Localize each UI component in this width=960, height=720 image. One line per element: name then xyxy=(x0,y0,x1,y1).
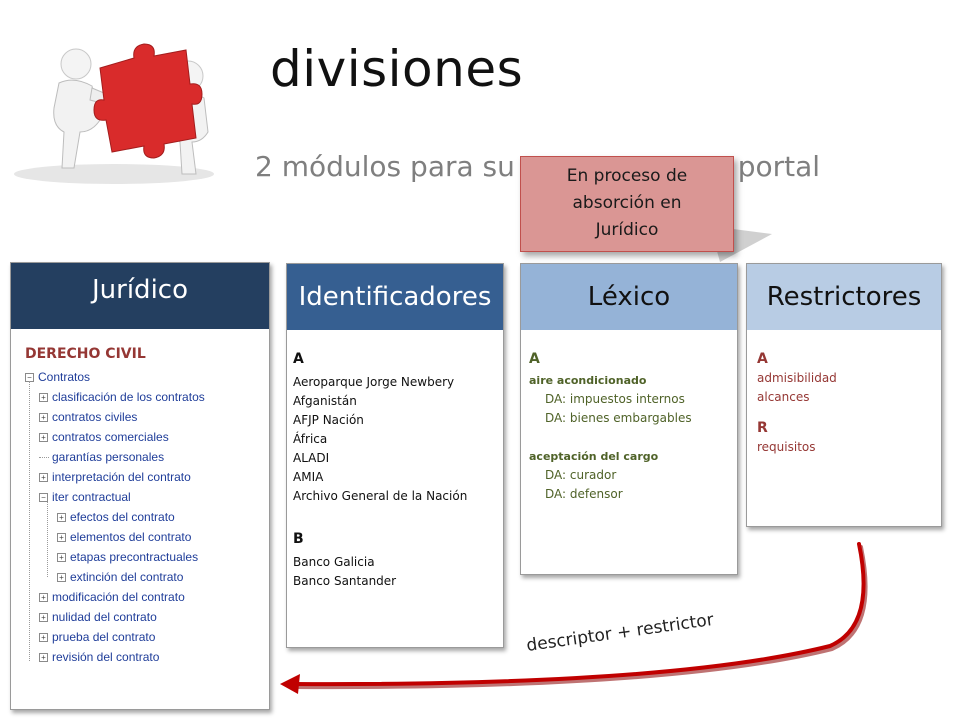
restrictores-header: Restrictores xyxy=(747,264,941,330)
list-item[interactable]: Afganistán xyxy=(293,394,357,408)
lexico-term[interactable]: aceptación del cargo xyxy=(529,450,659,463)
tree-label[interactable]: clasificación de los contratos xyxy=(52,390,205,404)
tree-item[interactable] xyxy=(39,449,164,465)
curved-arrow xyxy=(270,536,880,706)
tree-item[interactable] xyxy=(57,549,198,565)
expand-icon[interactable]: + xyxy=(39,613,48,622)
expand-icon[interactable]: + xyxy=(57,533,66,542)
group-letter: A xyxy=(757,351,768,367)
tree-label[interactable]: garantías personales xyxy=(52,450,165,464)
juridico-header: Jurídico xyxy=(11,263,269,329)
identificadores-header: Identificadores xyxy=(287,264,503,330)
tree-guide-line xyxy=(47,501,48,577)
list-item[interactable]: alcances xyxy=(757,390,810,404)
tree-label[interactable]: revisión del contrato xyxy=(52,650,160,664)
callout-line: Jurídico xyxy=(595,220,659,240)
tree-label[interactable]: iter contractual xyxy=(52,490,131,504)
expand-icon[interactable]: + xyxy=(39,653,48,662)
section-label: DERECHO CIVIL xyxy=(25,346,146,362)
absorption-callout xyxy=(520,156,734,252)
list-item[interactable]: admisibilidad xyxy=(757,371,837,385)
group-letter: A xyxy=(293,351,304,367)
expand-icon[interactable]: + xyxy=(57,513,66,522)
list-item[interactable]: AMIA xyxy=(293,470,324,484)
subtitle-end: portal xyxy=(737,150,821,183)
callout-line: En proceso de xyxy=(566,166,688,186)
list-item[interactable]: Banco Santander xyxy=(293,574,397,588)
subtitle-start: 2 módulos para su xyxy=(255,150,515,183)
tree-label[interactable]: contratos comerciales xyxy=(52,430,169,444)
tree-label[interactable]: nulidad del contrato xyxy=(52,610,157,624)
tree-item[interactable] xyxy=(39,489,131,505)
list-item[interactable]: Banco Galicia xyxy=(293,555,375,569)
lexico-descriptor[interactable]: DA: bienes embargables xyxy=(545,411,692,425)
lexico-descriptor[interactable]: DA: impuestos internos xyxy=(545,392,685,406)
collapse-icon[interactable]: − xyxy=(39,493,48,502)
lexico-descriptor[interactable]: DA: curador xyxy=(545,468,617,482)
tree-item[interactable] xyxy=(39,469,191,485)
tree-label[interactable]: extinción del contrato xyxy=(70,570,184,584)
group-letter: B xyxy=(293,531,304,547)
lexico-descriptor[interactable]: DA: defensor xyxy=(545,487,623,501)
contracts-tree xyxy=(25,369,265,699)
restrictores-column xyxy=(746,263,942,527)
expand-icon[interactable]: + xyxy=(39,593,48,602)
tree-label[interactable]: interpretación del contrato xyxy=(52,470,191,484)
tree-label[interactable]: efectos del contrato xyxy=(70,510,175,524)
tree-label[interactable]: contratos civiles xyxy=(52,410,138,424)
tree-root[interactable] xyxy=(25,369,90,385)
lexico-column xyxy=(520,263,738,575)
list-item[interactable]: Archivo General de la Nación xyxy=(293,489,468,503)
page-title: divisiones xyxy=(270,40,524,98)
tree-leaf-dash xyxy=(39,457,49,458)
tree-label[interactable]: prueba del contrato xyxy=(52,630,156,644)
expand-icon[interactable]: + xyxy=(39,433,48,442)
lexico-list xyxy=(529,350,692,504)
collapse-icon[interactable]: − xyxy=(25,373,34,382)
group-letter: R xyxy=(757,420,768,436)
tree-item[interactable] xyxy=(39,589,185,605)
restrictores-list xyxy=(757,350,837,457)
expand-icon[interactable]: + xyxy=(39,393,48,402)
tree-item[interactable] xyxy=(57,509,175,525)
puzzle-figures-illustration xyxy=(4,28,230,188)
arrow-label: descriptor + restrictor xyxy=(525,609,715,656)
tree-label[interactable]: Contratos xyxy=(38,370,91,384)
tree-guide-line xyxy=(29,381,30,661)
juridico-column xyxy=(10,262,270,710)
list-item[interactable]: África xyxy=(293,432,328,446)
list-item[interactable]: ALADI xyxy=(293,451,330,465)
tree-label[interactable]: modificación del contrato xyxy=(52,590,185,604)
identifier-group-a xyxy=(293,350,467,506)
list-item[interactable]: requisitos xyxy=(757,440,816,454)
group-letter: A xyxy=(529,351,540,367)
expand-icon[interactable]: + xyxy=(57,553,66,562)
expand-icon[interactable]: + xyxy=(39,413,48,422)
tree-item[interactable] xyxy=(39,389,205,405)
tree-item[interactable] xyxy=(57,569,183,585)
tree-item[interactable] xyxy=(39,629,155,645)
tree-item[interactable] xyxy=(39,429,169,445)
tree-item[interactable] xyxy=(39,649,159,665)
tree-label[interactable]: elementos del contrato xyxy=(70,530,192,544)
lexico-term[interactable]: aire acondicionado xyxy=(529,374,647,387)
list-item[interactable]: Aeroparque Jorge Newbery xyxy=(293,375,455,389)
tree-item[interactable] xyxy=(57,529,191,545)
tree-item[interactable] xyxy=(39,609,157,625)
tree-item[interactable] xyxy=(39,409,137,425)
lexico-header: Léxico xyxy=(521,264,737,330)
expand-icon[interactable]: + xyxy=(39,633,48,642)
expand-icon[interactable]: + xyxy=(57,573,66,582)
callout-line: absorción en xyxy=(572,193,682,213)
list-item[interactable]: AFJP Nación xyxy=(293,413,364,427)
tree-label[interactable]: etapas precontractuales xyxy=(70,550,199,564)
expand-icon[interactable]: + xyxy=(39,473,48,482)
